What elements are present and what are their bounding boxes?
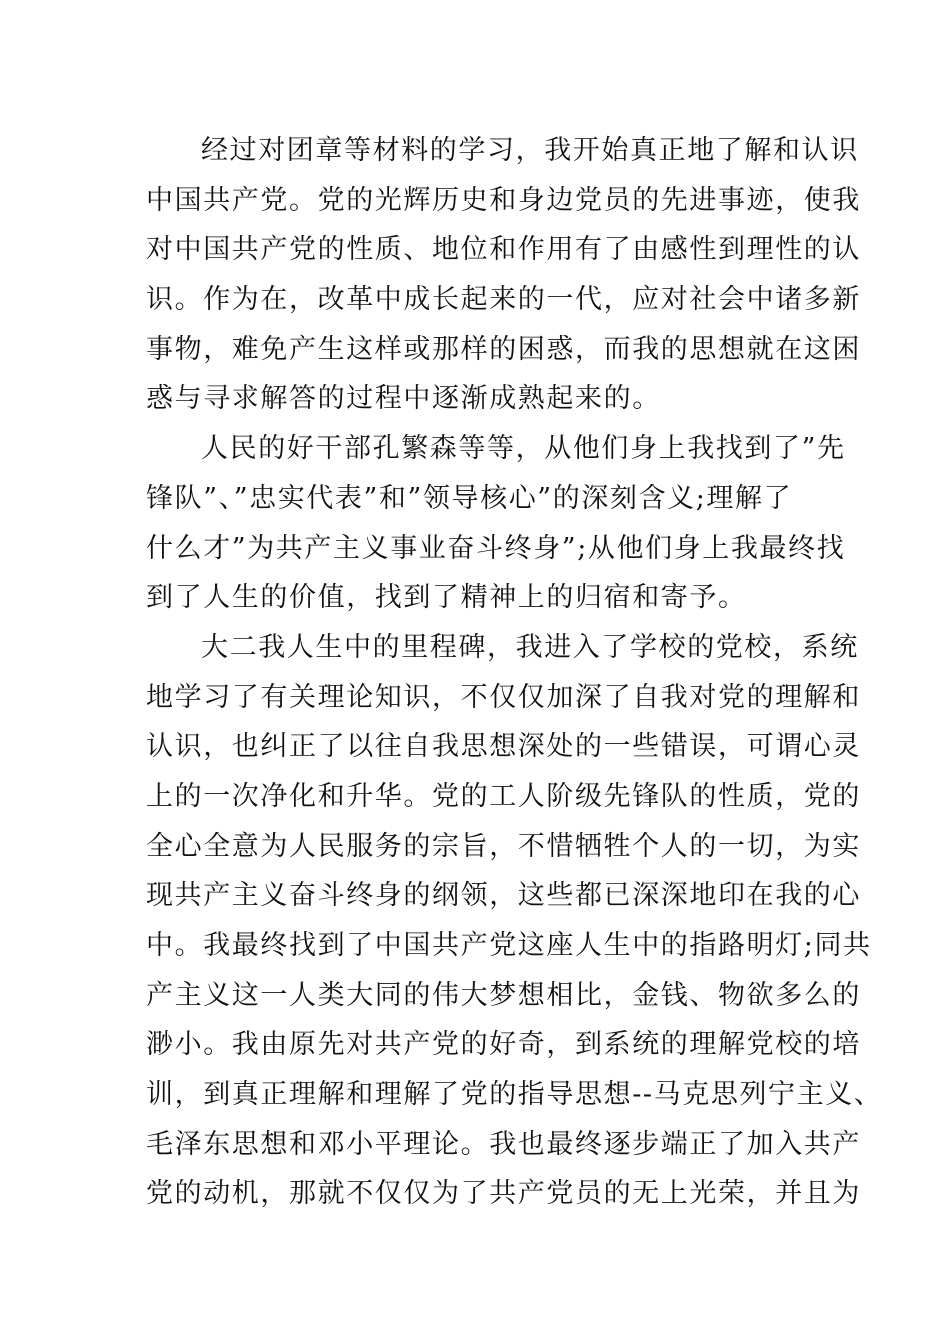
paragraph-line: 锋队”、”忠实代表”和”领导核心”的深刻含义;理解了 (146, 482, 793, 514)
paragraph-line: 渺小。我由原先对共产党的好奇，到系统的理解党校的培 (146, 1029, 861, 1061)
paragraph-line: 上的一次净化和升华。党的工人阶级先锋队的性质，党的 (146, 780, 861, 812)
paragraph-line: 认识，也纠正了以往自我思想深处的一些错误，可谓心灵 (146, 731, 861, 763)
paragraph-line: 中。我最终找到了中国共产党这座人生中的指路明灯;同共 (146, 930, 872, 961)
paragraph-line: 训，到真正理解和理解了党的指导思想--马克思列宁主义、 (146, 1079, 883, 1111)
paragraph-line: 毛泽东思想和邓小平理论。我也最终逐步端正了加入共产 (146, 1128, 861, 1160)
paragraph-line: 惑与寻求解答的过程中逐渐成熟起来的。 (146, 383, 661, 415)
paragraph-line: 什么才”为共产主义事业奋斗终身”;从他们身上我最终找 (146, 532, 846, 564)
document-body (146, 126, 883, 1219)
paragraph-line: 大二我人生中的里程碑，我进入了学校的党校，系统 (201, 631, 859, 663)
paragraph-2 (146, 424, 846, 623)
paragraph-line: 中国共产党。党的光辉历史和身边党员的先进事迹，使我 (146, 184, 861, 216)
paragraph-1 (146, 126, 861, 424)
paragraph-line: 对中国共产党的性质、地位和作用有了由感性到理性的认 (146, 234, 861, 266)
paragraph-line: 事物，难免产生这样或那样的困惑，而我的思想就在这困 (146, 333, 861, 365)
paragraph-line: 识。作为在，改革中成长起来的一代，应对社会中诸多新 (146, 284, 861, 316)
paragraph-line: 党的动机，那就不仅仅为了共产党员的无上光荣，并且为 (146, 1178, 861, 1210)
paragraph-3 (146, 623, 883, 1219)
paragraph-line: 经过对团章等材料的学习，我开始真正地了解和认识 (201, 135, 859, 166)
paragraph-line: 人民的好干部孔繁森等等，从他们身上我找到了”先 (201, 433, 846, 465)
paragraph-line: 全心全意为人民服务的宗旨，不惜牺牲个人的一切，为实 (146, 830, 861, 862)
paragraph-line: 产主义这一人类大同的伟大梦想相比，金钱、物欲多么的 (146, 979, 861, 1011)
paragraph-line: 现共产主义奋斗终身的纲领，这些都已深深地印在我的心 (146, 880, 861, 912)
paragraph-line: 地学习了有关理论知识，不仅仅加深了自我对党的理解和 (146, 681, 861, 713)
paragraph-line: 到了人生的价值，找到了精神上的归宿和寄予。 (146, 582, 747, 614)
